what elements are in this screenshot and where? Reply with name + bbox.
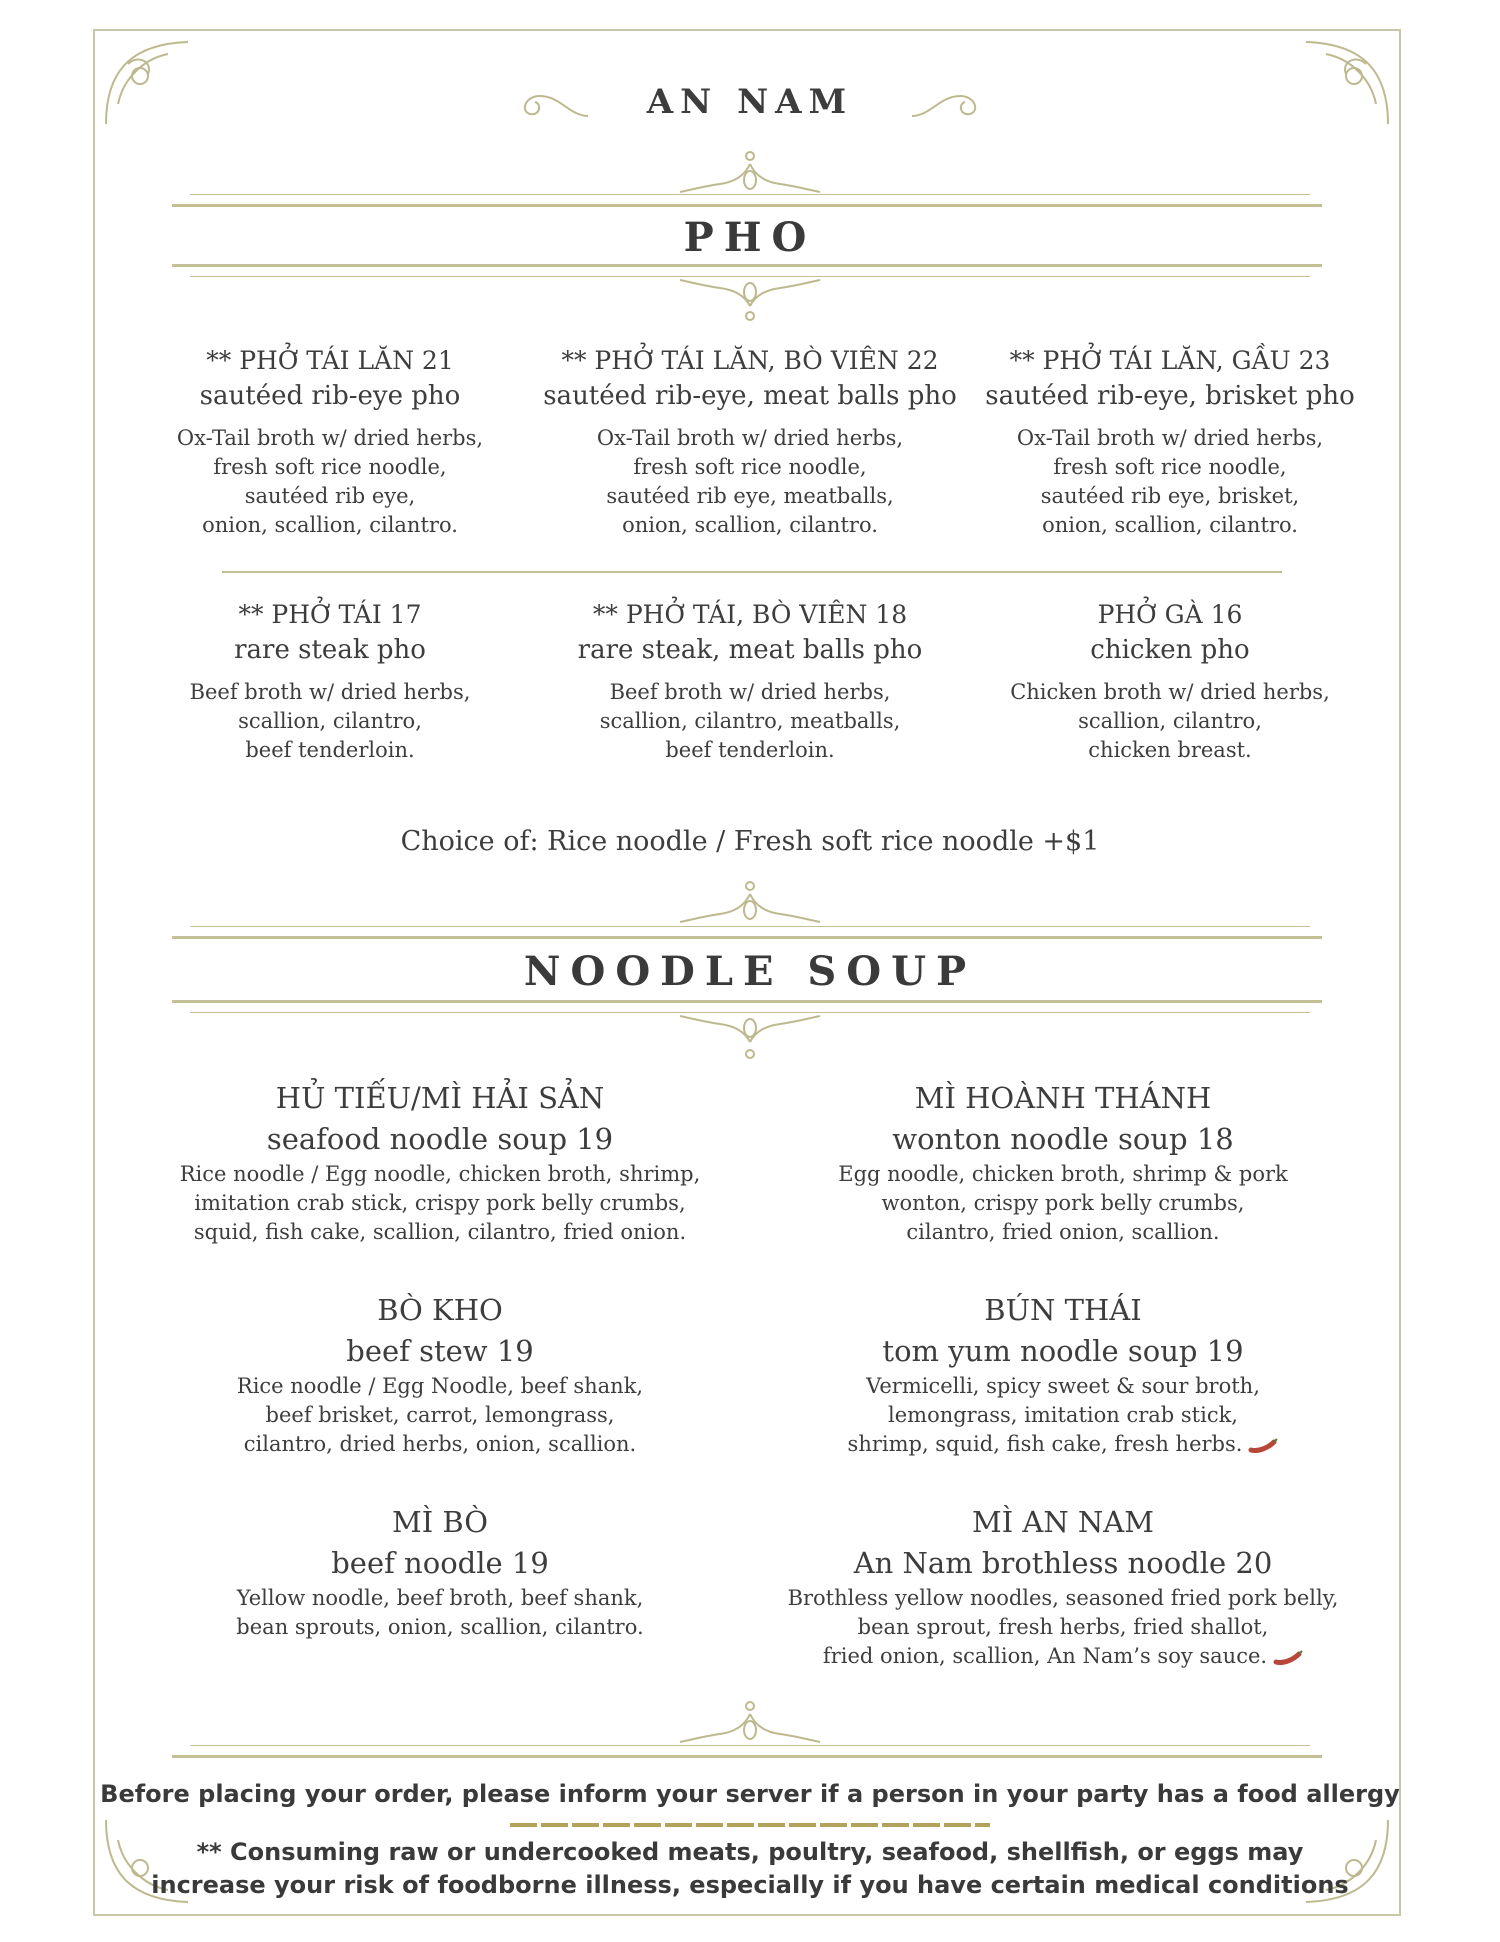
desc-line-with-icon: [763, 1430, 1363, 1459]
desc-line: fresh soft rice noodle,: [1053, 455, 1287, 479]
section-title-noodle-soup: NOODLE SOUP: [523, 948, 977, 995]
desc-line: Rice noodle / Egg Noodle, beef shank,: [236, 1374, 644, 1398]
desc-line: onion, scallion, cilantro.: [622, 513, 878, 537]
restaurant-name: AN NAM: [646, 82, 854, 122]
desc-line: Vermicelli, spicy sweet & sour broth,: [866, 1374, 1260, 1398]
item-name: BÒ KHO: [377, 1293, 503, 1327]
menu-item-pho-tai-lan: [120, 344, 540, 540]
item-description: [763, 1372, 1363, 1459]
desc-line: Brothless yellow noodles, seasoned fried pork belly,: [787, 1586, 1339, 1610]
item-name: MÌ BÒ: [392, 1505, 488, 1539]
divider-thin: [190, 1745, 1310, 1746]
item-name: MÌ HOÀNH THÁNH: [914, 1081, 1212, 1115]
chili-pepper-icon: [1273, 1650, 1303, 1666]
menu-item-bo-kho: [140, 1290, 740, 1459]
item-english-name: An Nam brothless noodle 20: [853, 1546, 1273, 1580]
menu-item-pho-ga: [960, 598, 1380, 765]
item-description: [763, 1584, 1363, 1671]
desc-line: onion, scallion, cilantro.: [1042, 513, 1298, 537]
item-english-name: beef stew 19: [346, 1334, 534, 1368]
item-description: [140, 1584, 740, 1642]
item-english-name: rare steak pho: [234, 635, 426, 665]
flourish-ornament: [675, 150, 825, 195]
desc-line: Beef broth w/ dried herbs,: [189, 680, 471, 704]
chili-pepper-icon: [1248, 1438, 1278, 1454]
flourish-ornament: [675, 880, 825, 925]
desc-line: Rice noodle / Egg noodle, chicken broth, shrimp,: [179, 1162, 701, 1186]
menu-item-pho-tai: [120, 598, 540, 765]
menu-item-mi-hoanh-thanh: [763, 1078, 1363, 1247]
desc-line: cilantro, fried onion, scallion.: [906, 1220, 1220, 1244]
section-title-pho: PHO: [683, 214, 817, 261]
item-name: ** PHỞ TÁI, BÒ VIÊN 18: [592, 600, 908, 629]
desc-line: Chicken broth w/ dried herbs,: [1010, 680, 1330, 704]
desc-line: beef brisket, carrot, lemongrass,: [265, 1403, 615, 1427]
menu-item-hu-tieu-mi-hai-san: [140, 1078, 740, 1247]
consumer-warning-line-1: ** Consuming raw or undercooked meats, poultry, seafood, shellfish, or eggs may: [196, 1838, 1304, 1866]
allergy-notice: Before placing your order, please inform your server if a person in your party has a food allergy: [100, 1780, 1400, 1808]
divider-thin: [190, 926, 1310, 927]
menu-item-pho-tai-bo-vien: [540, 598, 960, 765]
desc-line: lemongrass, imitation crab stick,: [888, 1403, 1238, 1427]
desc-line: scallion, cilantro,: [238, 709, 422, 733]
item-description: [960, 678, 1380, 765]
menu-item-pho-tai-lan-gau: [960, 344, 1380, 540]
desc-line: bean sprouts, onion, scallion, cilantro.: [236, 1615, 644, 1639]
divider: [172, 1000, 1322, 1003]
menu-item-mi-an-nam: [763, 1502, 1363, 1671]
desc-line: sautéed rib eye, meatballs,: [606, 484, 894, 508]
item-name: BÚN THÁI: [984, 1293, 1142, 1327]
item-english-name: seafood noodle soup 19: [266, 1122, 614, 1156]
desc-line: cilantro, dried herbs, onion, scallion.: [243, 1432, 637, 1456]
item-english-name: chicken pho: [1090, 635, 1250, 665]
item-name: PHỞ GÀ 16: [1097, 600, 1243, 629]
item-english-name: beef noodle 19: [331, 1546, 549, 1580]
item-description: [120, 424, 540, 540]
item-description: [140, 1160, 740, 1247]
noodle-choice-note: Choice of: Rice noodle / Fresh soft rice noodle +$1: [400, 826, 1100, 857]
desc-line: fresh soft rice noodle,: [633, 455, 867, 479]
item-description: [763, 1160, 1363, 1247]
item-description: [140, 1372, 740, 1459]
item-name: ** PHỞ TÁI LĂN, GẦU 23: [1009, 346, 1331, 375]
desc-line: onion, scallion, cilantro.: [202, 513, 458, 537]
desc-line: scallion, cilantro, meatballs,: [599, 709, 901, 733]
item-english-name: rare steak, meat balls pho: [577, 635, 923, 665]
flourish-ornament: [675, 1012, 825, 1062]
flourish-ornament: [675, 1700, 825, 1745]
divider: [172, 204, 1322, 207]
item-english-name: wonton noodle soup 18: [892, 1122, 1234, 1156]
item-english-name: sautéed rib-eye pho: [199, 381, 461, 411]
desc-line: Ox-Tail broth w/ dried herbs,: [176, 426, 484, 450]
desc-line: beef tenderloin.: [665, 738, 835, 762]
item-description: [960, 424, 1380, 540]
desc-line: imitation crab stick, crispy pork belly crumbs,: [194, 1191, 686, 1215]
divider: [222, 571, 1282, 573]
menu-item-mi-bo: [140, 1502, 740, 1642]
desc-line: sautéed rib eye,: [244, 484, 416, 508]
desc-line: sautéed rib eye, brisket,: [1040, 484, 1300, 508]
desc-line: Ox-Tail broth w/ dried herbs,: [1016, 426, 1324, 450]
desc-line: Egg noodle, chicken broth, shrimp & pork: [838, 1162, 1288, 1186]
desc-line: chicken breast.: [1088, 738, 1252, 762]
item-name: HỦ TIẾU/MÌ HẢI SẢN: [275, 1081, 605, 1115]
consumer-warning-line-2: increase your risk of foodborne illness, especially if you have certain medical conditions: [151, 1871, 1349, 1899]
desc-line-with-icon: [763, 1642, 1363, 1671]
desc-line: squid, fish cake, scallion, cilantro, fried onion.: [193, 1220, 687, 1244]
item-english-name: sautéed rib-eye, meat balls pho: [543, 381, 957, 411]
desc-line: bean sprout, fresh herbs, fried shallot,: [857, 1615, 1269, 1639]
desc-line: fried onion, scallion, An Nam’s soy sauce.: [822, 1644, 1268, 1668]
desc-line: Yellow noodle, beef broth, beef shank,: [236, 1586, 644, 1610]
desc-line: shrimp, squid, fish cake, fresh herbs.: [847, 1432, 1243, 1456]
item-english-name: sautéed rib-eye, brisket pho: [985, 381, 1355, 411]
desc-line: fresh soft rice noodle,: [213, 455, 447, 479]
dashed-divider: [510, 1823, 990, 1827]
item-name: MÌ AN NAM: [972, 1505, 1154, 1539]
item-description: [540, 678, 960, 765]
desc-line: Beef broth w/ dried herbs,: [609, 680, 891, 704]
flourish-ornament: [675, 276, 825, 321]
item-name: ** PHỞ TÁI 17: [238, 600, 422, 629]
desc-line: Ox-Tail broth w/ dried herbs,: [596, 426, 904, 450]
item-name: ** PHỞ TÁI LĂN 21: [206, 346, 454, 375]
divider: [172, 936, 1322, 939]
item-english-name: tom yum noodle soup 19: [882, 1334, 1244, 1368]
item-description: [540, 424, 960, 540]
item-description: [120, 678, 540, 765]
menu-item-bun-thai: [763, 1290, 1363, 1459]
divider: [172, 1755, 1322, 1758]
divider: [172, 264, 1322, 267]
desc-line: scallion, cilantro,: [1078, 709, 1262, 733]
item-name: ** PHỞ TÁI LĂN, BÒ VIÊN 22: [561, 346, 939, 375]
desc-line: wonton, crispy pork belly crumbs,: [881, 1191, 1245, 1215]
desc-line: beef tenderloin.: [245, 738, 415, 762]
menu-item-pho-tai-lan-bo-vien: [540, 344, 960, 540]
